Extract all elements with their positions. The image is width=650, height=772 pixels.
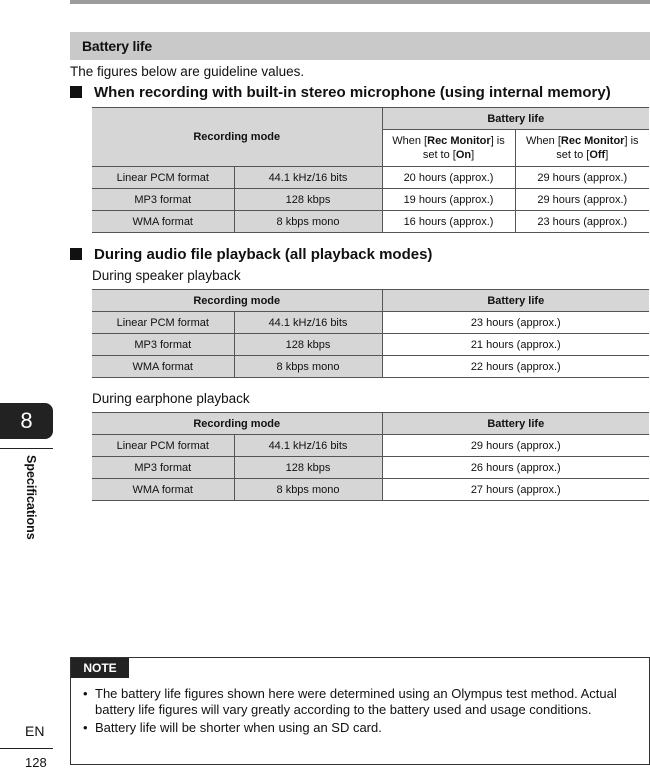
side-divider <box>0 448 53 449</box>
header-battery-life: Battery life <box>382 108 649 130</box>
table-cell: WMA format <box>92 479 234 501</box>
speaker-playback-label: During speaker playback <box>92 268 241 283</box>
cell-quality: 128 kbps <box>234 189 382 211</box>
header-rec-monitor-off: When [Rec Monitor] is set to [Off] <box>515 130 649 167</box>
table-cell: 27 hours (approx.) <box>382 479 649 501</box>
header-recording-mode: Recording mode <box>92 290 382 312</box>
section-title: Battery life <box>82 38 152 54</box>
cell-format: Linear PCM format <box>92 167 234 189</box>
cell-off: 23 hours (approx.) <box>515 211 649 233</box>
table-row <box>92 457 649 479</box>
list-item: • The battery life figures shown here were determined using an Olympus test method. Actual battery life figures will vary greatly according to the battery used and usage conditions. <box>83 686 623 718</box>
table-row <box>92 435 649 457</box>
intro-text: The figures below are guideline values. <box>70 64 305 79</box>
table-cell: 21 hours (approx.) <box>382 334 649 356</box>
table-cell: 26 hours (approx.) <box>382 457 649 479</box>
header-rec-monitor-on: When [Rec Monitor] is set to [On] <box>382 130 515 167</box>
recording-heading <box>70 84 611 101</box>
playback-heading <box>70 246 432 263</box>
list-item: • Battery life will be shorter when using an SD card. <box>83 720 623 736</box>
cell-off: 29 hours (approx.) <box>515 167 649 189</box>
language-label: EN <box>25 723 45 739</box>
header-recording-mode: Recording mode <box>92 413 382 435</box>
cell-on: 19 hours (approx.) <box>382 189 515 211</box>
table-cell: 8 kbps mono <box>234 479 382 501</box>
note-box <box>70 657 650 765</box>
header-recording-mode: Recording mode <box>92 108 382 167</box>
table-cell: 23 hours (approx.) <box>382 312 649 334</box>
table-cell: 44.1 kHz/16 bits <box>234 435 382 457</box>
section-header <box>70 32 650 60</box>
cell-quality: 44.1 kHz/16 bits <box>234 167 382 189</box>
recording-table <box>92 107 649 233</box>
recording-heading-text: When recording with built-in stereo microphone (using internal memory) <box>94 84 611 101</box>
table-cell: WMA format <box>92 356 234 378</box>
table-cell: 128 kbps <box>234 334 382 356</box>
chapter-label-text: Specifications <box>24 455 38 540</box>
page-number: 128 <box>25 755 47 770</box>
note-tag: NOTE <box>71 658 129 678</box>
note-list <box>83 686 623 738</box>
table-cell: MP3 format <box>92 334 234 356</box>
table-row <box>92 479 649 501</box>
table-cell: 128 kbps <box>234 457 382 479</box>
table-cell: MP3 format <box>92 457 234 479</box>
table-cell: Linear PCM format <box>92 435 234 457</box>
header-battery-life: Battery life <box>382 290 649 312</box>
cell-on: 16 hours (approx.) <box>382 211 515 233</box>
footer-divider <box>0 748 53 749</box>
top-rule <box>70 0 650 4</box>
table-row <box>92 211 649 233</box>
table-cell: 22 hours (approx.) <box>382 356 649 378</box>
table-cell: 8 kbps mono <box>234 356 382 378</box>
cell-on: 20 hours (approx.) <box>382 167 515 189</box>
table-cell: 44.1 kHz/16 bits <box>234 312 382 334</box>
square-bullet-icon <box>70 248 82 260</box>
earphone-playback-label: During earphone playback <box>92 391 250 406</box>
header-battery-life: Battery life <box>382 413 649 435</box>
cell-quality: 8 kbps mono <box>234 211 382 233</box>
cell-format: MP3 format <box>92 189 234 211</box>
table-row <box>92 356 649 378</box>
chapter-tab[interactable]: 8 <box>0 403 53 439</box>
table-cell: 29 hours (approx.) <box>382 435 649 457</box>
square-bullet-icon <box>70 86 82 98</box>
playback-heading-text: During audio file playback (all playback modes) <box>94 246 433 263</box>
table-row <box>92 312 649 334</box>
earphone-table <box>92 412 649 501</box>
table-row <box>92 189 649 211</box>
cell-format: WMA format <box>92 211 234 233</box>
table-cell: Linear PCM format <box>92 312 234 334</box>
speaker-table <box>92 289 649 378</box>
cell-off: 29 hours (approx.) <box>515 189 649 211</box>
table-row <box>92 167 649 189</box>
table-row <box>92 334 649 356</box>
chapter-label <box>22 455 42 541</box>
